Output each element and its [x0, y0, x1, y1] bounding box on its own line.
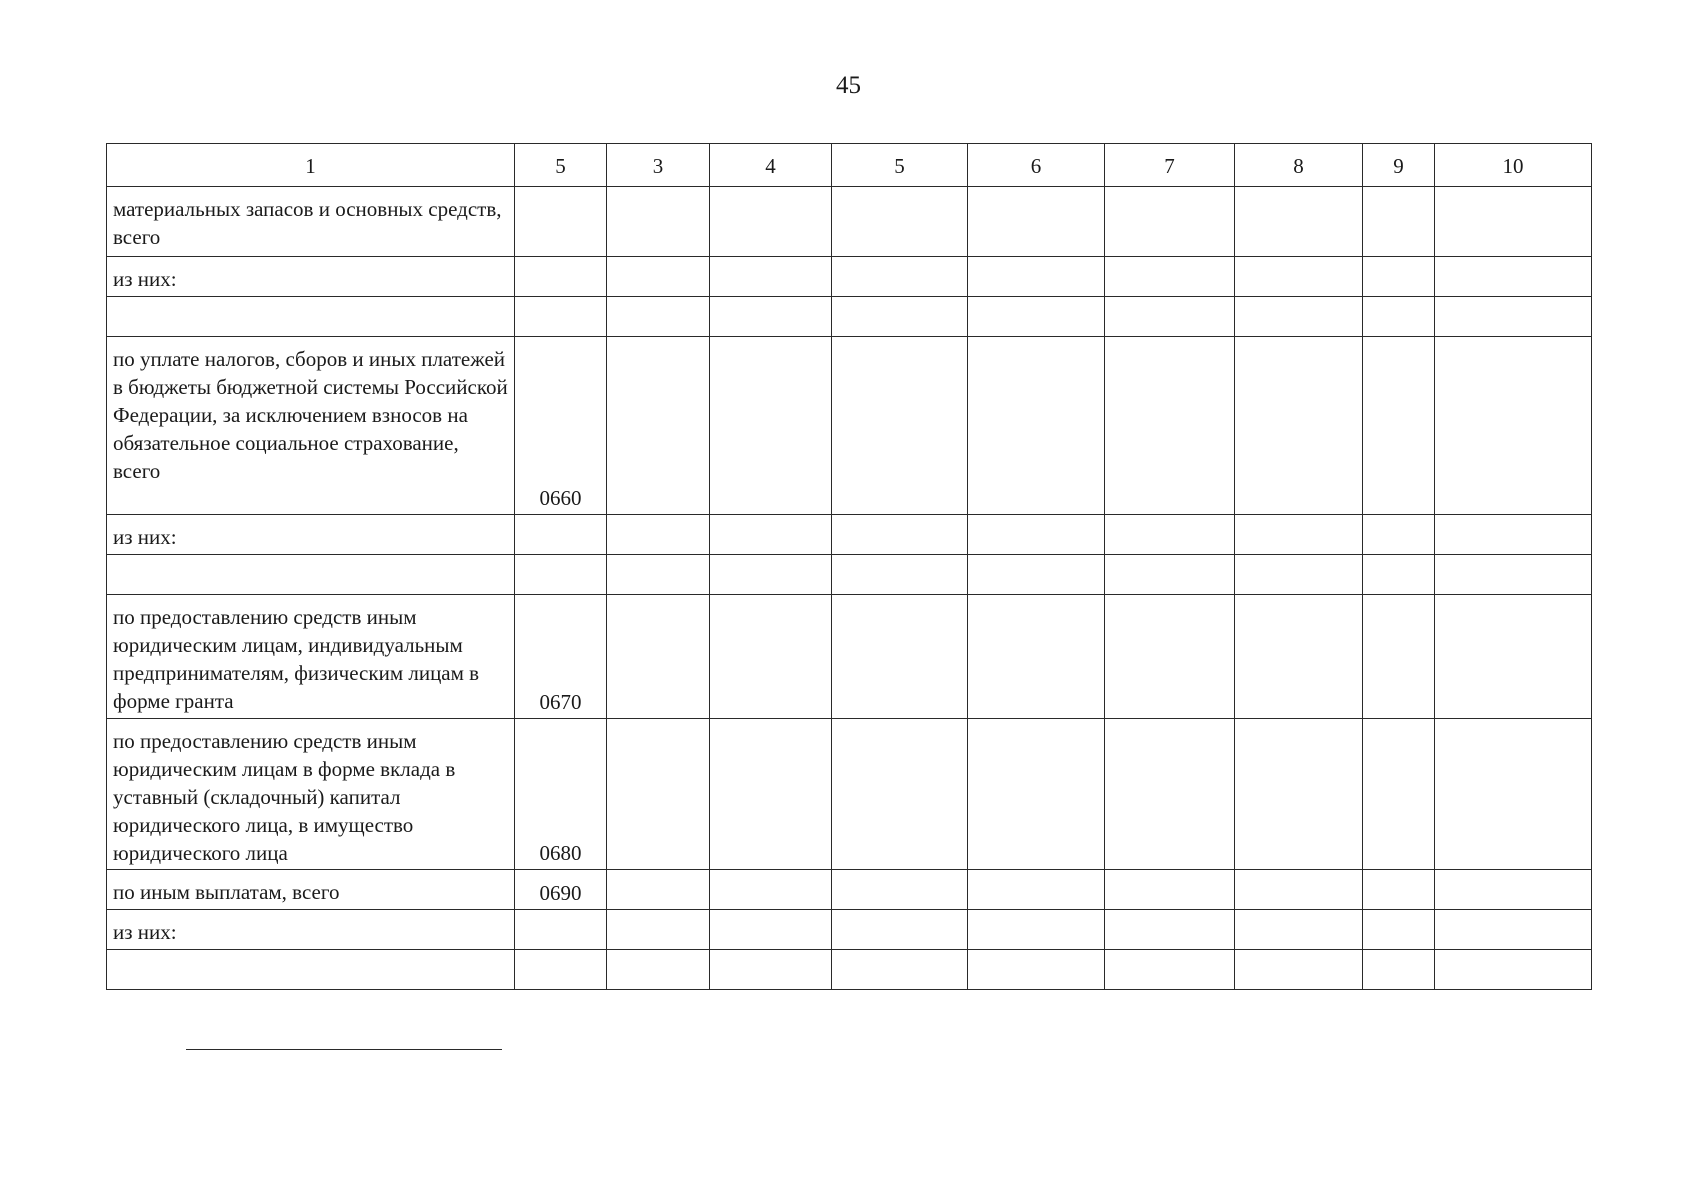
row-code: 0690	[515, 870, 607, 910]
value-cell	[1235, 870, 1363, 910]
table-row	[107, 870, 1592, 910]
value-cell	[1235, 555, 1363, 595]
value-cell	[1235, 950, 1363, 990]
value-cell	[832, 187, 968, 257]
value-cell	[710, 297, 832, 337]
value-cell	[710, 870, 832, 910]
value-cell	[1105, 187, 1235, 257]
value-cell	[1435, 870, 1592, 910]
header-cell-col8: 8	[1235, 144, 1363, 187]
value-cell	[710, 257, 832, 297]
value-cell	[1435, 950, 1592, 990]
value-cell	[832, 719, 968, 870]
value-cell	[968, 297, 1105, 337]
value-cell	[1363, 595, 1435, 719]
value-cell	[607, 515, 710, 555]
row-code	[515, 257, 607, 297]
value-cell	[1235, 595, 1363, 719]
row-code: 0680	[515, 719, 607, 870]
value-cell	[1435, 719, 1592, 870]
value-cell	[968, 337, 1105, 515]
table-row	[107, 337, 1592, 515]
value-cell	[1363, 910, 1435, 950]
value-cell	[1435, 555, 1592, 595]
value-cell	[1363, 555, 1435, 595]
value-cell	[1363, 950, 1435, 990]
header-cell-col4: 4	[710, 144, 832, 187]
value-cell	[710, 595, 832, 719]
header-cell-col7: 7	[1105, 144, 1235, 187]
table-row	[107, 555, 1592, 595]
value-cell	[607, 257, 710, 297]
value-cell	[1363, 337, 1435, 515]
row-label: из них:	[107, 910, 515, 950]
value-cell	[1363, 297, 1435, 337]
value-cell	[607, 595, 710, 719]
page-number: 45	[836, 72, 861, 99]
value-cell	[1435, 337, 1592, 515]
value-cell	[607, 337, 710, 515]
row-label: по уплате налогов, сборов и иных платежей в бюджеты бюджетной системы Российской Федерации, за исключением взносов на обязательное социальное страхование, всего	[107, 337, 515, 515]
value-cell	[1363, 187, 1435, 257]
value-cell	[832, 910, 968, 950]
row-label: из них:	[107, 515, 515, 555]
table-row	[107, 297, 1592, 337]
value-cell	[968, 950, 1105, 990]
value-cell	[1235, 719, 1363, 870]
value-cell	[1235, 910, 1363, 950]
row-label: по предоставлению средств иным юридическим лицам, индивидуальным предпринимателям, физическим лицам в форме гранта	[107, 595, 515, 719]
value-cell	[1435, 910, 1592, 950]
header-cell-col5: 5	[832, 144, 968, 187]
header-row	[107, 144, 1592, 187]
value-cell	[607, 910, 710, 950]
row-label: по предоставлению средств иным юридическим лицам в форме вклада в уставный (складочный) капитал юридического лица, в имущество юридического лица	[107, 719, 515, 870]
value-cell	[968, 515, 1105, 555]
table-row	[107, 719, 1592, 870]
value-cell	[607, 719, 710, 870]
value-cell	[832, 515, 968, 555]
row-label: по иным выплатам, всего	[107, 870, 515, 910]
value-cell	[1235, 257, 1363, 297]
value-cell	[1105, 870, 1235, 910]
table-row	[107, 595, 1592, 719]
value-cell	[1363, 515, 1435, 555]
row-label: из них:	[107, 257, 515, 297]
header-cell-col10: 10	[1435, 144, 1592, 187]
value-cell	[710, 515, 832, 555]
value-cell	[1105, 555, 1235, 595]
header-cell-col9: 9	[1363, 144, 1435, 187]
value-cell	[1105, 595, 1235, 719]
value-cell	[710, 950, 832, 990]
row-code	[515, 950, 607, 990]
value-cell	[1105, 297, 1235, 337]
value-cell	[832, 257, 968, 297]
value-cell	[832, 595, 968, 719]
row-label	[107, 555, 515, 595]
value-cell	[832, 870, 968, 910]
value-cell	[968, 719, 1105, 870]
value-cell	[607, 187, 710, 257]
budget-form-table	[106, 143, 1592, 990]
header-cell-col6: 6	[968, 144, 1105, 187]
table-row	[107, 950, 1592, 990]
row-code	[515, 297, 607, 337]
value-cell	[1105, 257, 1235, 297]
value-cell	[710, 719, 832, 870]
row-label	[107, 950, 515, 990]
row-code	[515, 910, 607, 950]
value-cell	[968, 257, 1105, 297]
row-label	[107, 297, 515, 337]
value-cell	[1105, 337, 1235, 515]
value-cell	[832, 297, 968, 337]
value-cell	[1105, 950, 1235, 990]
value-cell	[607, 297, 710, 337]
value-cell	[968, 910, 1105, 950]
header-cell-col1: 1	[107, 144, 515, 187]
table-row	[107, 187, 1592, 257]
value-cell	[1235, 515, 1363, 555]
value-cell	[1363, 719, 1435, 870]
value-cell	[968, 555, 1105, 595]
value-cell	[1105, 910, 1235, 950]
value-cell	[710, 337, 832, 515]
table-row	[107, 515, 1592, 555]
table-row	[107, 257, 1592, 297]
row-code	[515, 555, 607, 595]
value-cell	[1105, 515, 1235, 555]
value-cell	[1363, 257, 1435, 297]
footnote-separator-line	[186, 1049, 502, 1050]
value-cell	[710, 910, 832, 950]
value-cell	[1435, 257, 1592, 297]
value-cell	[1105, 719, 1235, 870]
value-cell	[710, 187, 832, 257]
value-cell	[710, 555, 832, 595]
header-cell-col2: 5	[515, 144, 607, 187]
value-cell	[832, 337, 968, 515]
row-code: 0670	[515, 595, 607, 719]
value-cell	[1435, 297, 1592, 337]
table-row	[107, 910, 1592, 950]
value-cell	[1235, 337, 1363, 515]
value-cell	[1363, 870, 1435, 910]
value-cell	[968, 187, 1105, 257]
value-cell	[1235, 187, 1363, 257]
value-cell	[607, 555, 710, 595]
value-cell	[968, 870, 1105, 910]
value-cell	[1435, 595, 1592, 719]
value-cell	[1435, 515, 1592, 555]
value-cell	[832, 950, 968, 990]
value-cell	[832, 555, 968, 595]
value-cell	[607, 870, 710, 910]
row-code	[515, 187, 607, 257]
value-cell	[1235, 297, 1363, 337]
row-label: материальных запасов и основных средств, всего	[107, 187, 515, 257]
value-cell	[607, 950, 710, 990]
row-code	[515, 515, 607, 555]
value-cell	[1435, 187, 1592, 257]
row-code: 0660	[515, 337, 607, 515]
value-cell	[968, 595, 1105, 719]
header-cell-col3: 3	[607, 144, 710, 187]
